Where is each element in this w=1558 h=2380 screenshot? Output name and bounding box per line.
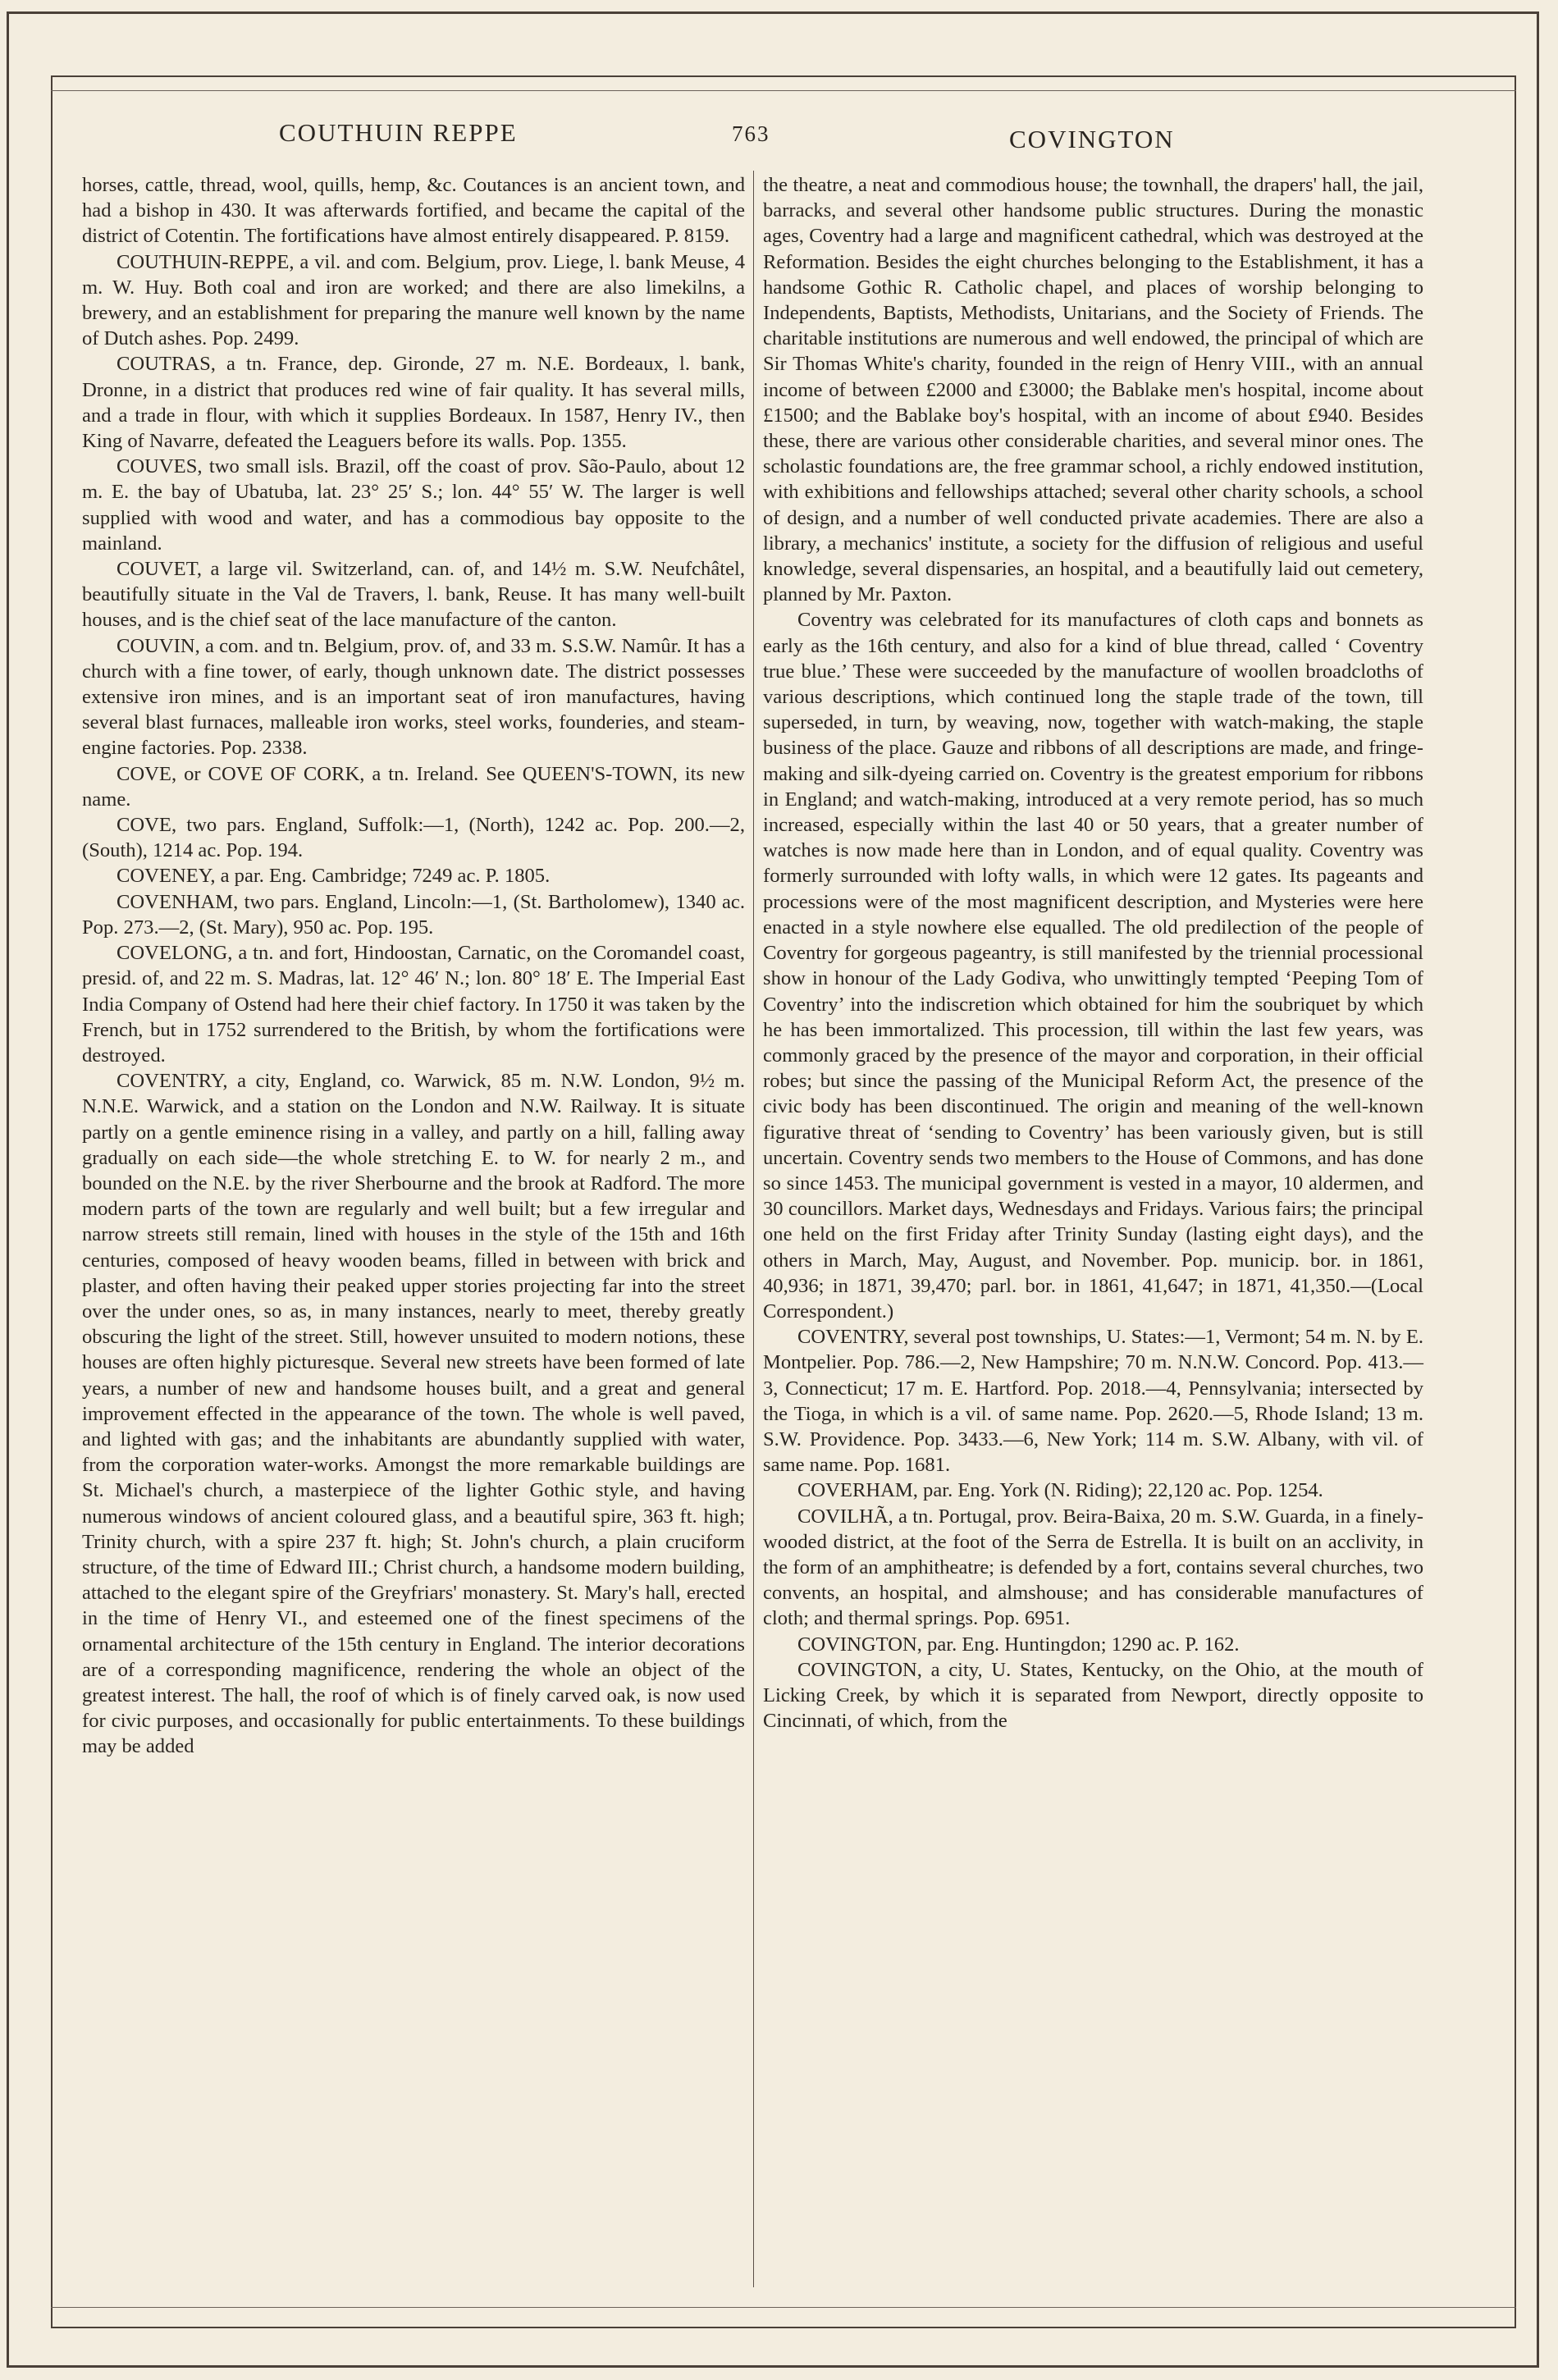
entry-paragraph: COVENTRY, a city, England, co. Warwick, 85 m. N.W. London, 9½ m. N.N.E. Warwick, and a station on the London and N.W. Railway. It is situate partly on a gentle eminence rising in a valley, and partly on a hill, falling away gradually on each side—the whole stretching E. to W. for nearly 2 m., and bounded on the N.E. by the river Sherbourne and the brook at Radford. The more modern parts of the town are regularly and well built; but a few irregular and narrow streets still remain, lined with houses in the style of the 15th and 16th centuries, composed of heavy wooden beams, filled in between with brick and plaster, and often having their peaked upper stories projecting far into the street over the under ones, so as, in many instances, nearly to meet, thereby greatly obscuring the light of the street. Still, however unsuited to modern notions, these houses are often highly picturesque. Several new streets have been formed of late years, a number of new and handsome houses built, and a great and general improvement effected in the appearance of the town. The whole is well paved, and lighted with gas; and the inhabitants are abundantly supplied with water, from the corporation water-works. Amongst the more remarkable buildings are St. Michael's church, a masterpiece of the lighter Gothic style, and having numerous windows of ancient coloured glass, and a beautiful spire, 363 ft. high; Trinity church, with a spire 237 ft. high; St. John's church, a plain cruciform structure, of the time of Edward III.; Christ church, a handsome modern building, attached to the elegant spire of the Greyfriars' monastery. St. Mary's hall, erected in the time of Henry VI., and esteemed one of the finest specimens of the ornamental architecture of the 15th century in England. The interior decorations are of a corresponding magnificence, rendering the whole an object of the greatest interest. The hall, the roof of which is of finely carved oak, is now used for civic purposes, and occasionally for public entertainments. To these buildings may be added	[82, 1070, 745, 1758]
entry-paragraph: Coventry was celebrated for its manufactures of cloth caps and bonnets as early as the 16th century, and also for a kind of blue thread, called ‘ Coventry true blue.’ These were succeeded by the manufacture of woollen broadcloths of various descriptions, which continued long the staple trade of the town, till superseded, in turn, by weaving, now, together with watch-making, the staple business of the place. Gauze and ribbons of all descriptions are made, and fringe-making and silk-dyeing carried on. Coventry is the greatest emporium for ribbons in England; and watch-making, introduced at a very remote period, has so much increased, especially within the last 40 or 50 years, that a greater number of watches is now made here than in London, and of equal quality. Coventry was formerly surrounded with lofty walls, in which were 12 gates. Its pageants and processions were of the most magnificent description, and Mysteries were here enacted in a style nowhere else equalled. The old predilection of the people of Coventry for gorgeous pageantry, is still manifested by the triennial processional show in honour of the Lady Godiva, who unwittingly tempted ‘Peeping Tom of Coventry’ into the indiscretion which obtained for him the soubriquet by which he has been immortalized. This procession, till within the last few years, was commonly graced by the presence of the mayor and corporation, in their official robes; but since the passing of the Municipal Reform Act, the presence of the civic body has been discontinued. The origin and meaning of the well-known figurative threat of ‘sending to Coventry’ has been variously given, but is still uncertain. Coventry sends two members to the House of Commons, and has done so since 1453. The municipal government is vested in a mayor, 10 aldermen, and 30 councillors. Market days, Wednesdays and Fridays. Various fairs; the principal one held on the first Friday after Trinity Sunday (lasting eight days), and the others in March, May, August, and November. Pop. municip. bor. in 1861, 40,936; in 1871, 39,470; parl. bor. in 1861, 41,647; in 1871, 41,350.—(Local Correspondent.)	[763, 609, 1423, 1322]
entry-paragraph: COUVET, a large vil. Switzerland, can. of, and 14½ m. S.W. Neufchâtel, beautifully situate in the Val de Travers, l. bank, Reuse. It has many well-built houses, and is the chief seat of the lace manufacture of the canton.	[82, 558, 745, 632]
top-rule	[51, 90, 1516, 91]
page-number: 763	[732, 121, 770, 146]
entry-paragraph: COUTHUIN-REPPE, a vil. and com. Belgium, prov. Liege, l. bank Meuse, 4 m. W. Huy. Both coal and iron are worked; and there are also limekilns, a brewery, and an establishment for preparing the manure well known by the name of Dutch ashes. Pop. 2499.	[82, 250, 745, 350]
left-column	[82, 172, 745, 1760]
entry-paragraph: COVELONG, a tn. and fort, Hindoostan, Carnatic, on the Coromandel coast, presid. of, and 22 m. S. Madras, lat. 12° 46′ N.; lon. 80° 18′ E. The Imperial East India Company of Ostend had here their chief factory. In 1750 it was taken by the French, but in 1752 surrendered to the British, by whom the fortifications were destroyed.	[82, 942, 745, 1067]
running-head	[246, 115, 1436, 164]
right-column	[763, 172, 1423, 1734]
entry-paragraph: COUVIN, a com. and tn. Belgium, prov. of, and 33 m. S.S.W. Namûr. It has a church with a fine tower, of early, though unknown date. The district possesses extensive iron mines, and is an important seat of iron manufactures, having several blast furnaces, malleable iron works, steel works, founderies, and steam-engine factories. Pop. 2338.	[82, 634, 745, 760]
entry-paragraph: COVENTRY, several post townships, U. States:—1, Vermont; 54 m. N. by E. Montpelier. Pop. 786.—2, New Hampshire; 70 m. N.N.W. Concord. Pop. 413.—3, Connecticut; 17 m. E. Hartford. Pop. 2018.—4, Pennsylvania; intersected by the Tioga, in which is a vil. of same name. Pop. 2620.—5, Rhode Island; 13 m. S.W. Providence. Pop. 3433.—6, New York; 114 m. S.W. Albany, with vil. of same name. Pop. 1681.	[763, 1326, 1423, 1477]
entry-paragraph: COVINGTON, a city, U. States, Kentucky, on the Ohio, at the mouth of Licking Creek, by which it is separated from Newport, directly opposite to Cincinnati, of which, from the	[763, 1658, 1423, 1733]
header-right-catchword: COVINGTON	[1009, 125, 1175, 153]
entry-paragraph: COVILHÃ, a tn. Portugal, prov. Beira-Baixa, 20 m. S.W. Guarda, in a finely-wooded district, at the foot of the Serra de Estrella. It is built on an acclivity, in the form of an amphitheatre; is defended by a fort, contains several churches, two convents, an hospital, and almshouse; and has considerable manufactures of cloth; and thermal springs. Pop. 6951.	[763, 1505, 1423, 1630]
entry-paragraph: COVENHAM, two pars. England, Lincoln:—1, (St. Bartholomew), 1340 ac. Pop. 273.—2, (St. Mary), 950 ac. Pop. 195.	[82, 890, 745, 939]
entry-paragraph: COVINGTON, par. Eng. Huntingdon; 1290 ac. P. 162.	[797, 1633, 1240, 1656]
entry-paragraph: COVERHAM, par. Eng. York (N. Riding); 22,120 ac. Pop. 1254.	[797, 1479, 1323, 1502]
header-left-catchword: COUTHUIN REPPE	[279, 118, 518, 147]
entry-paragraph: COUVES, two small isls. Brazil, off the coast of prov. São-Paulo, about 12 m. E. the bay of Ubatuba, lat. 23° 25′ S.; lon. 44° 55′ W. The larger is well supplied with wood and water, and has a commodious bay opposite to the mainland.	[82, 455, 745, 555]
entry-paragraph: COUTRAS, a tn. France, dep. Gironde, 27 m. N.E. Bordeaux, l. bank, Dronne, in a district that produces red wine of fair quality. It has several mills, and a trade in flour, with which it supplies Bordeaux. In 1587, Henry IV., then King of Navarre, defeated the Leaguers before its walls. Pop. 1355.	[82, 353, 745, 453]
entry-paragraph: COVE, two pars. England, Suffolk:—1, (North), 1242 ac. Pop. 200.—2, (South), 1214 ac. Pop. 194.	[82, 814, 745, 862]
bottom-rule	[51, 2307, 1516, 2308]
entry-paragraph: COVENEY, a par. Eng. Cambridge; 7249 ac. P. 1805.	[117, 865, 551, 888]
entry-paragraph: the theatre, a neat and commodious house; the townhall, the drapers' hall, the jail, barracks, and several other handsome public structures. During the monastic ages, Coventry had a large and magnificent cathedral, which was destroyed at the Reformation. Besides the eight churches belonging to the Establishment, it has a handsome Gothic R. Catholic chapel, and places of worship belonging to Independents, Baptists, Methodists, Unitarians, and the Society of Friends. The charitable institutions are numerous and well endowed, the principal of which are Sir Thomas White's charity, founded in the reign of Henry VIII., with an annual income of between £2000 and £3000; the Bablake men's hospital, income about £1500; and the Bablake boy's hospital, with an income of about £940. Besides these, there are various other considerable charities, and several minor ones. The scholastic foundations are, the free grammar school, a richly endowed institution, with exhibitions and fellowships attached; several other charity schools, a school of design, and a number of well conducted private academies. There are also a library, a mechanics' institute, a society for the diffusion of religious and useful knowledge, several dispensaries, an hospital, and a beautifully laid out cemetery, planned by Mr. Paxton.	[763, 174, 1423, 606]
entry-paragraph: COVE, or COVE OF CORK, a tn. Ireland. See QUEEN'S-TOWN, its new name.	[82, 762, 745, 811]
column-divider	[753, 171, 754, 2287]
entry-paragraph: horses, cattle, thread, wool, quills, hemp, &c. Coutances is an ancient town, and had a bishop in 430. It was afterwards fortified, and became the capital of the district of Cotentin. The fortifications have almost entirely disappeared. P. 8159.	[82, 174, 745, 248]
